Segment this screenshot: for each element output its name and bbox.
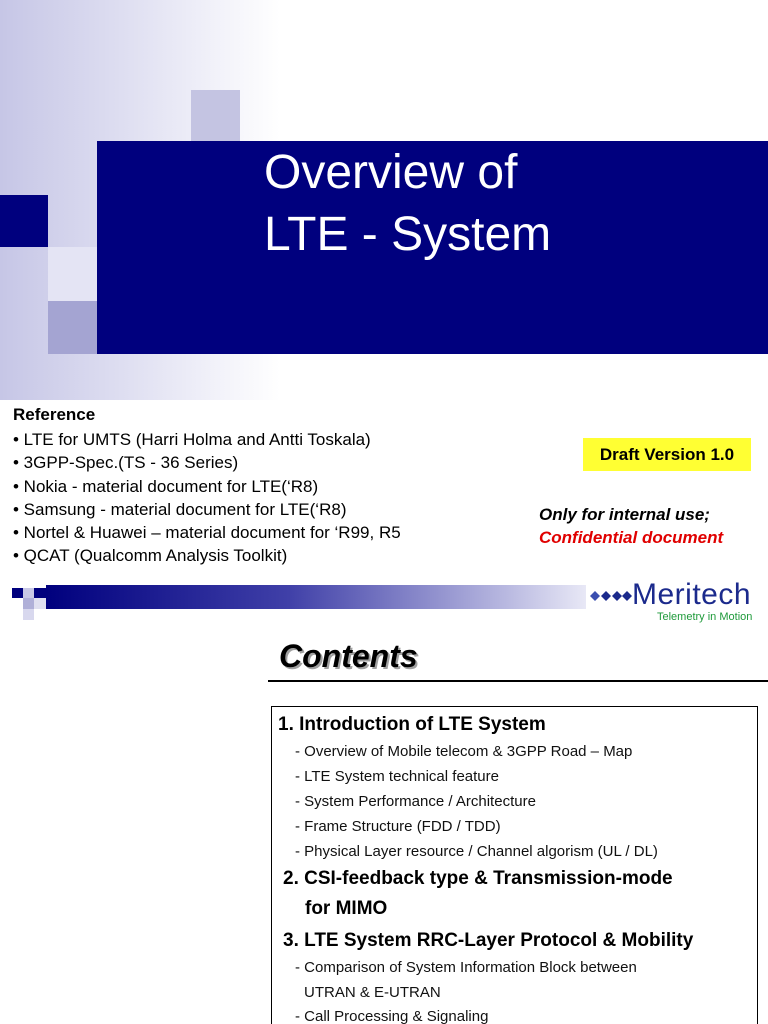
toc-item: - LTE System technical feature	[295, 768, 499, 785]
deco-square	[12, 588, 23, 598]
deco-square	[48, 301, 97, 354]
footer-band	[46, 585, 586, 609]
logo-diamonds-icon	[584, 586, 632, 606]
slide-title-line-1: Overview of	[264, 146, 518, 199]
logo-name: Meritech	[632, 578, 752, 611]
table-of-contents	[271, 706, 758, 1024]
deco-square	[48, 247, 97, 301]
deco-square	[34, 588, 46, 598]
reference-list	[13, 428, 401, 568]
reference-item: • LTE for UMTS (Harri Holma and Antti Toskala)	[13, 430, 371, 449]
toc-section-title: for MIMO	[305, 898, 388, 919]
contents-slide	[0, 628, 768, 1024]
reference-heading: Reference	[13, 405, 96, 424]
toc-item: - Frame Structure (FDD / TDD)	[295, 818, 501, 835]
toc-item: - System Performance / Architecture	[295, 793, 536, 810]
contents-heading: Contents	[279, 638, 418, 674]
toc-item: - Overview of Mobile telecom & 3GPP Road – Map	[295, 743, 633, 760]
deco-square	[23, 609, 34, 620]
toc-item: UTRAN & E-UTRAN	[304, 984, 441, 1001]
toc-item: - Comparison of System Information Block between	[295, 959, 637, 976]
draft-version-badge: Draft Version 1.0	[583, 438, 751, 471]
meritech-logo	[584, 578, 764, 626]
reference-item: • Samsung - material document for LTE(‘R8)	[13, 499, 347, 519]
toc-item: - Physical Layer resource / Channel algorism (UL / DL)	[295, 843, 658, 860]
confidential-note: Confidential document	[539, 528, 724, 547]
reference-item: • Nokia - material document for LTE(‘R8)	[13, 476, 319, 496]
reference-item: • QCAT (Qualcomm Analysis Toolkit)	[13, 546, 288, 566]
toc-section-title: 3. LTE System RRC-Layer Protocol & Mobility	[283, 930, 694, 951]
deco-square	[0, 195, 48, 247]
slide-title-line-2: LTE - System	[264, 208, 552, 261]
internal-use-note: Only for internal use;	[539, 505, 710, 524]
deco-square	[23, 598, 34, 609]
toc-section-title: 1. Introduction of LTE System	[278, 714, 546, 735]
reference-item: • 3GPP-Spec.(TS - 36 Series)	[13, 453, 239, 473]
deco-square	[34, 598, 46, 609]
toc-section-title: 2. CSI-feedback type & Transmission-mode	[283, 868, 673, 889]
heading-rule	[268, 680, 768, 682]
reference-item: • Nortel & Huawei – material document for ‘R99, R5	[13, 523, 401, 543]
toc-item: - Call Processing & Signaling	[295, 1008, 489, 1024]
logo-tagline: Telemetry in Motion	[657, 611, 753, 623]
deco-square	[191, 90, 240, 141]
deco-square	[23, 588, 34, 598]
